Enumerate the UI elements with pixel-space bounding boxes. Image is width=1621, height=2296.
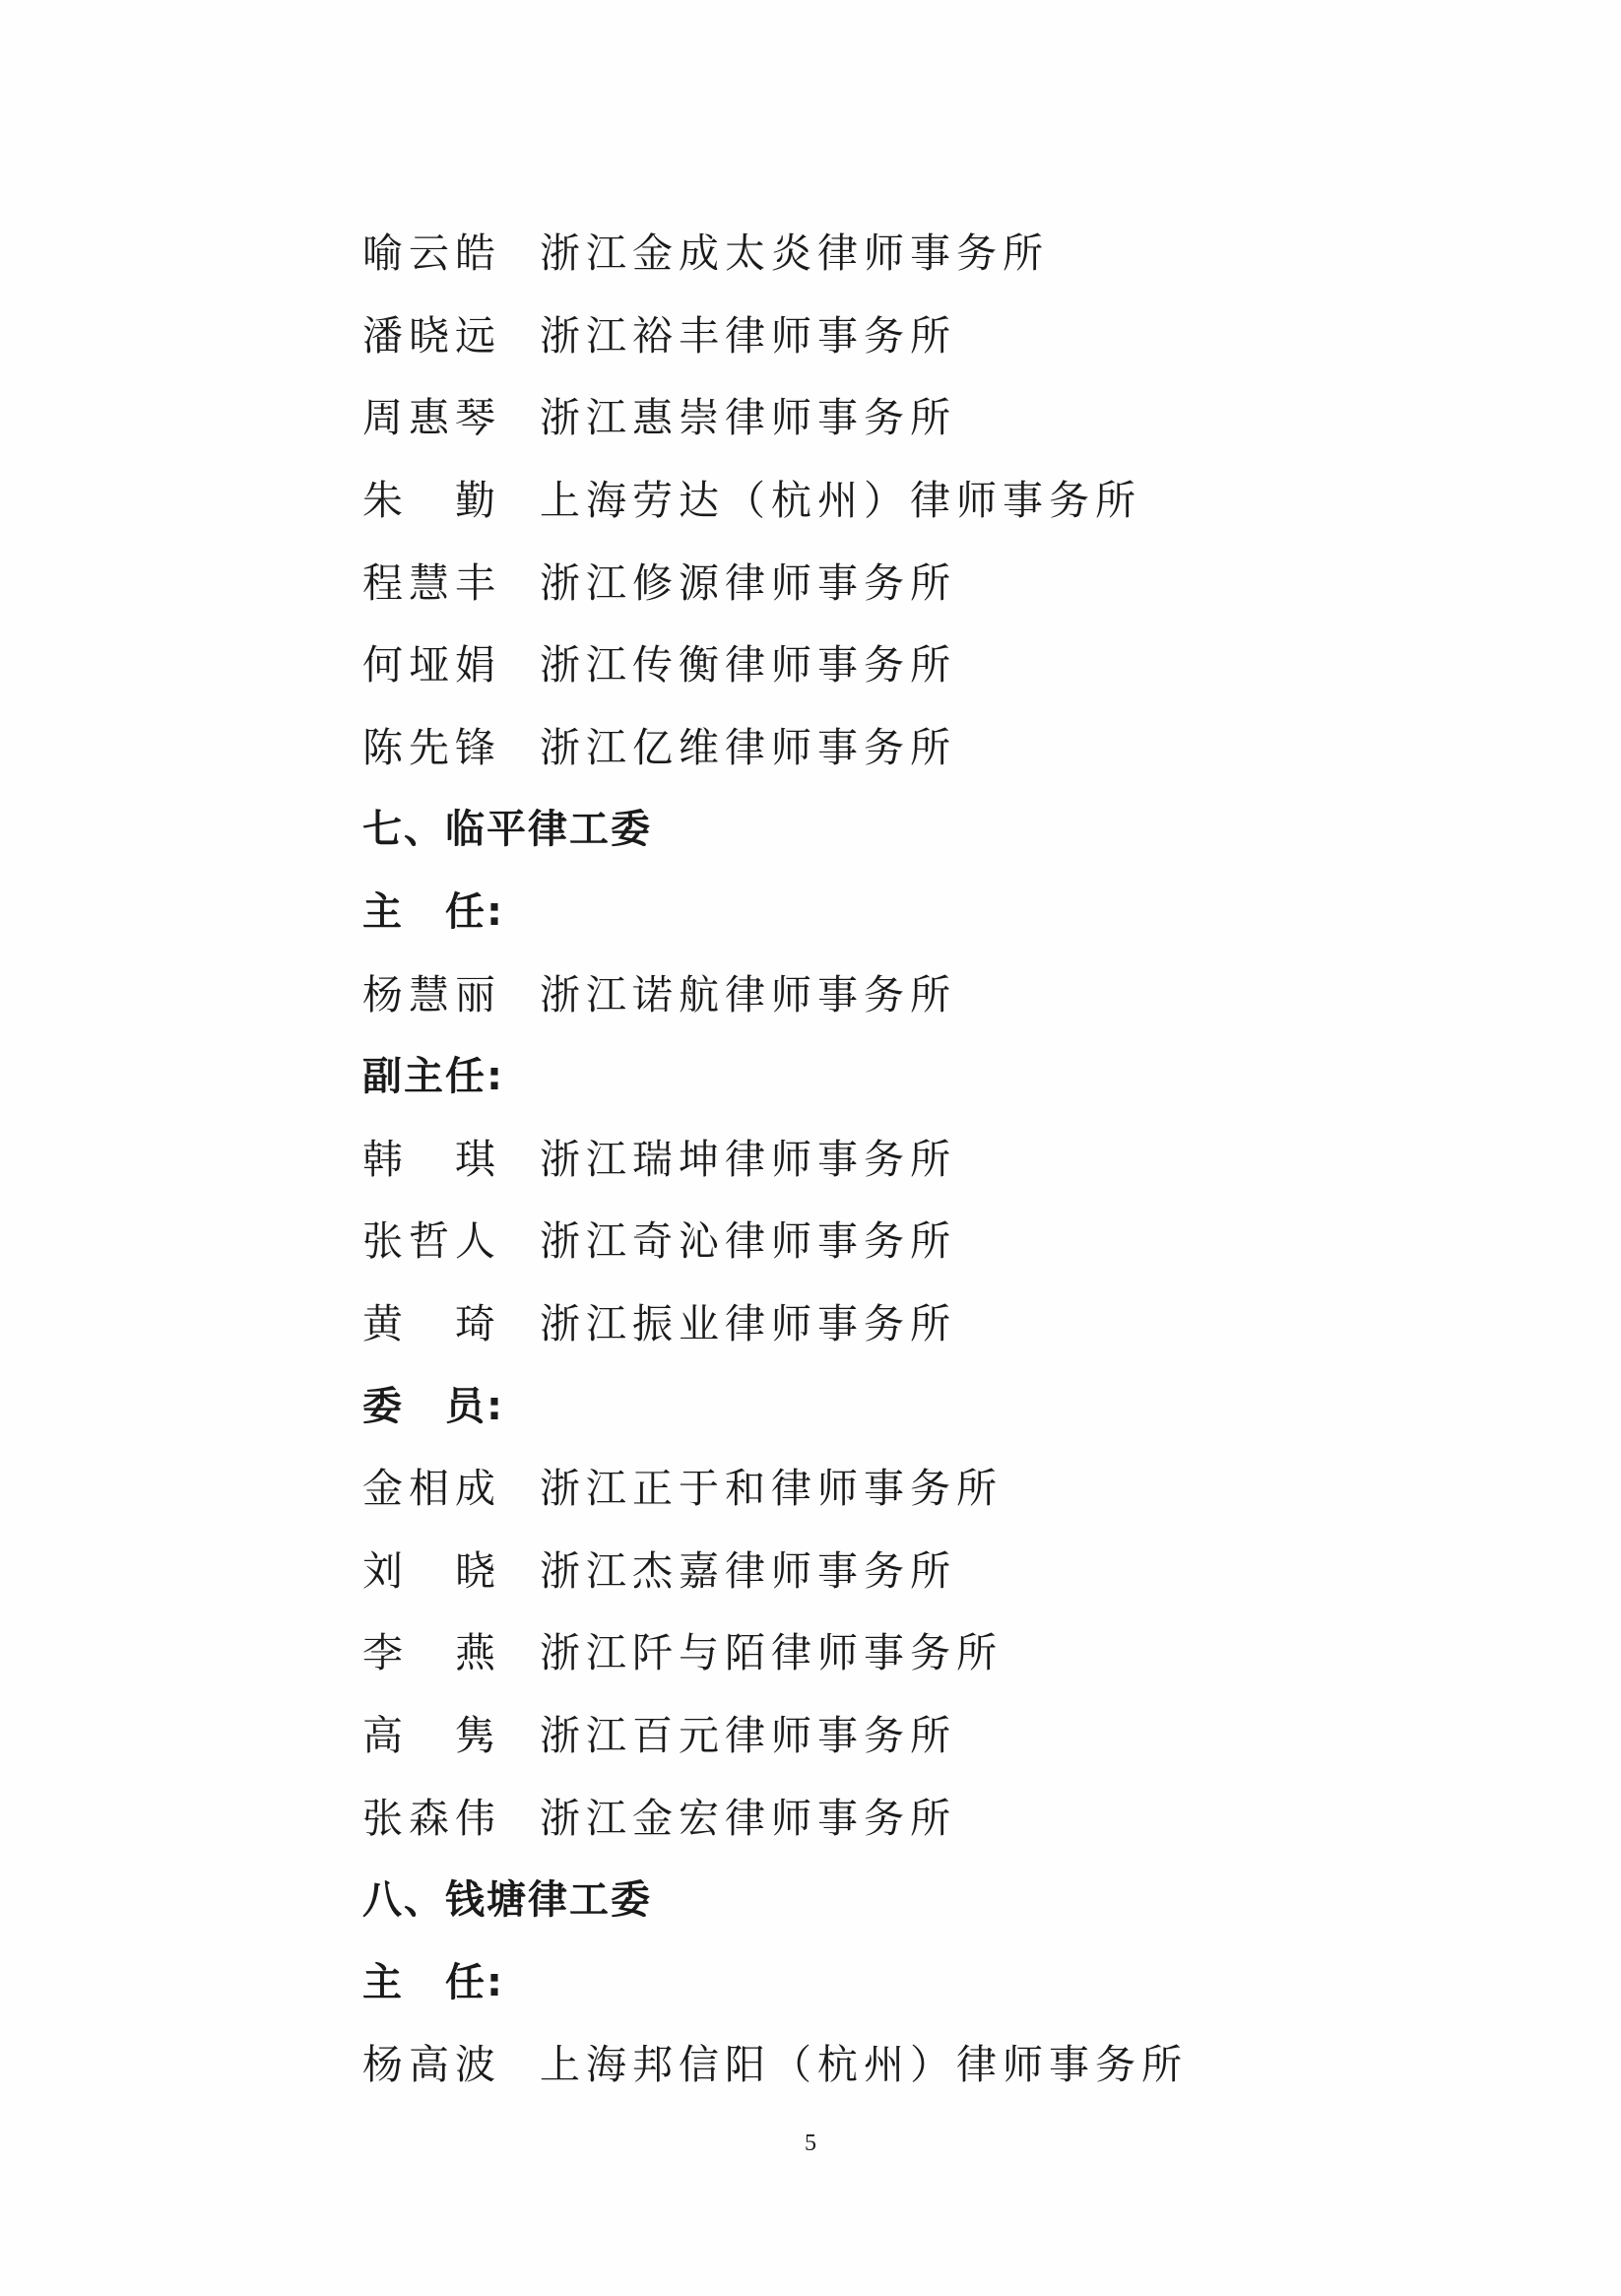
document-content — [362, 209, 1495, 2103]
member-name: 何垭娟 — [362, 641, 501, 689]
member-line — [362, 1691, 1495, 1774]
member-line — [362, 703, 1495, 786]
member-line — [362, 209, 1495, 292]
member-line — [362, 1608, 1495, 1691]
section-heading-qiantang: 八、钱塘律工委 — [362, 1877, 652, 1924]
member-name: 张森伟 — [362, 1794, 501, 1842]
member-firm: 浙江金成太炎律师事务所 — [540, 230, 1049, 278]
member-firm: 浙江振业律师事务所 — [540, 1300, 956, 1348]
member-line — [362, 373, 1495, 456]
member-name: 程慧丰 — [362, 558, 501, 607]
member-name: 李 燕 — [362, 1629, 501, 1677]
member-line — [362, 1197, 1495, 1279]
member-line — [362, 456, 1495, 539]
member-name: 杨高波 — [362, 2041, 501, 2089]
member-name: 刘 晓 — [362, 1546, 501, 1595]
member-firm: 上海劳达（杭州）律师事务所 — [540, 477, 1141, 525]
member-firm: 浙江瑞坤律师事务所 — [540, 1135, 956, 1183]
member-line — [362, 950, 1495, 1032]
member-name: 金相成 — [362, 1465, 501, 1513]
member-line — [362, 1279, 1495, 1362]
member-line — [362, 292, 1495, 374]
member-name: 黄 琦 — [362, 1300, 501, 1348]
member-firm: 浙江金宏律师事务所 — [540, 1794, 956, 1842]
member-line — [362, 1527, 1495, 1609]
member-line — [362, 621, 1495, 703]
member-line — [362, 2020, 1495, 2103]
member-line — [362, 1444, 1495, 1527]
role-label-member: 委 员: — [362, 1383, 504, 1429]
role-label-director: 主 任: — [362, 1959, 504, 2005]
section-heading-linping: 七、临平律工委 — [362, 807, 652, 853]
member-name: 喻云皓 — [362, 230, 501, 278]
member-name: 韩 琪 — [362, 1135, 501, 1183]
member-name: 陈先锋 — [362, 723, 501, 771]
member-firm: 浙江阡与陌律师事务所 — [540, 1629, 1003, 1677]
member-name: 张哲人 — [362, 1217, 501, 1266]
member-firm: 上海邦信阳（杭州）律师事务所 — [540, 2041, 1188, 2089]
role-label-director: 主 任: — [362, 889, 504, 936]
member-firm: 浙江奇沁律师事务所 — [540, 1217, 956, 1266]
member-firm: 浙江惠崇律师事务所 — [540, 394, 956, 442]
member-line — [362, 1773, 1495, 1856]
member-name: 潘晓远 — [362, 311, 501, 360]
member-line — [362, 538, 1495, 621]
role-label-deputy-director: 副主任: — [362, 1054, 504, 1100]
member-name: 杨慧丽 — [362, 970, 501, 1018]
member-name: 周惠琴 — [362, 394, 501, 442]
member-firm: 浙江裕丰律师事务所 — [540, 311, 956, 360]
member-firm: 浙江杰嘉律师事务所 — [540, 1546, 956, 1595]
member-firm: 浙江亿维律师事务所 — [540, 723, 956, 771]
member-firm: 浙江百元律师事务所 — [540, 1711, 956, 1759]
page-number: 5 — [805, 2131, 816, 2156]
member-firm: 浙江诺航律师事务所 — [540, 970, 956, 1018]
member-line — [362, 1115, 1495, 1198]
member-firm: 浙江传衡律师事务所 — [540, 641, 956, 689]
member-name: 朱 勤 — [362, 477, 501, 525]
member-firm: 浙江修源律师事务所 — [540, 558, 956, 607]
member-name: 高 隽 — [362, 1711, 501, 1759]
member-firm: 浙江正于和律师事务所 — [540, 1465, 1003, 1513]
